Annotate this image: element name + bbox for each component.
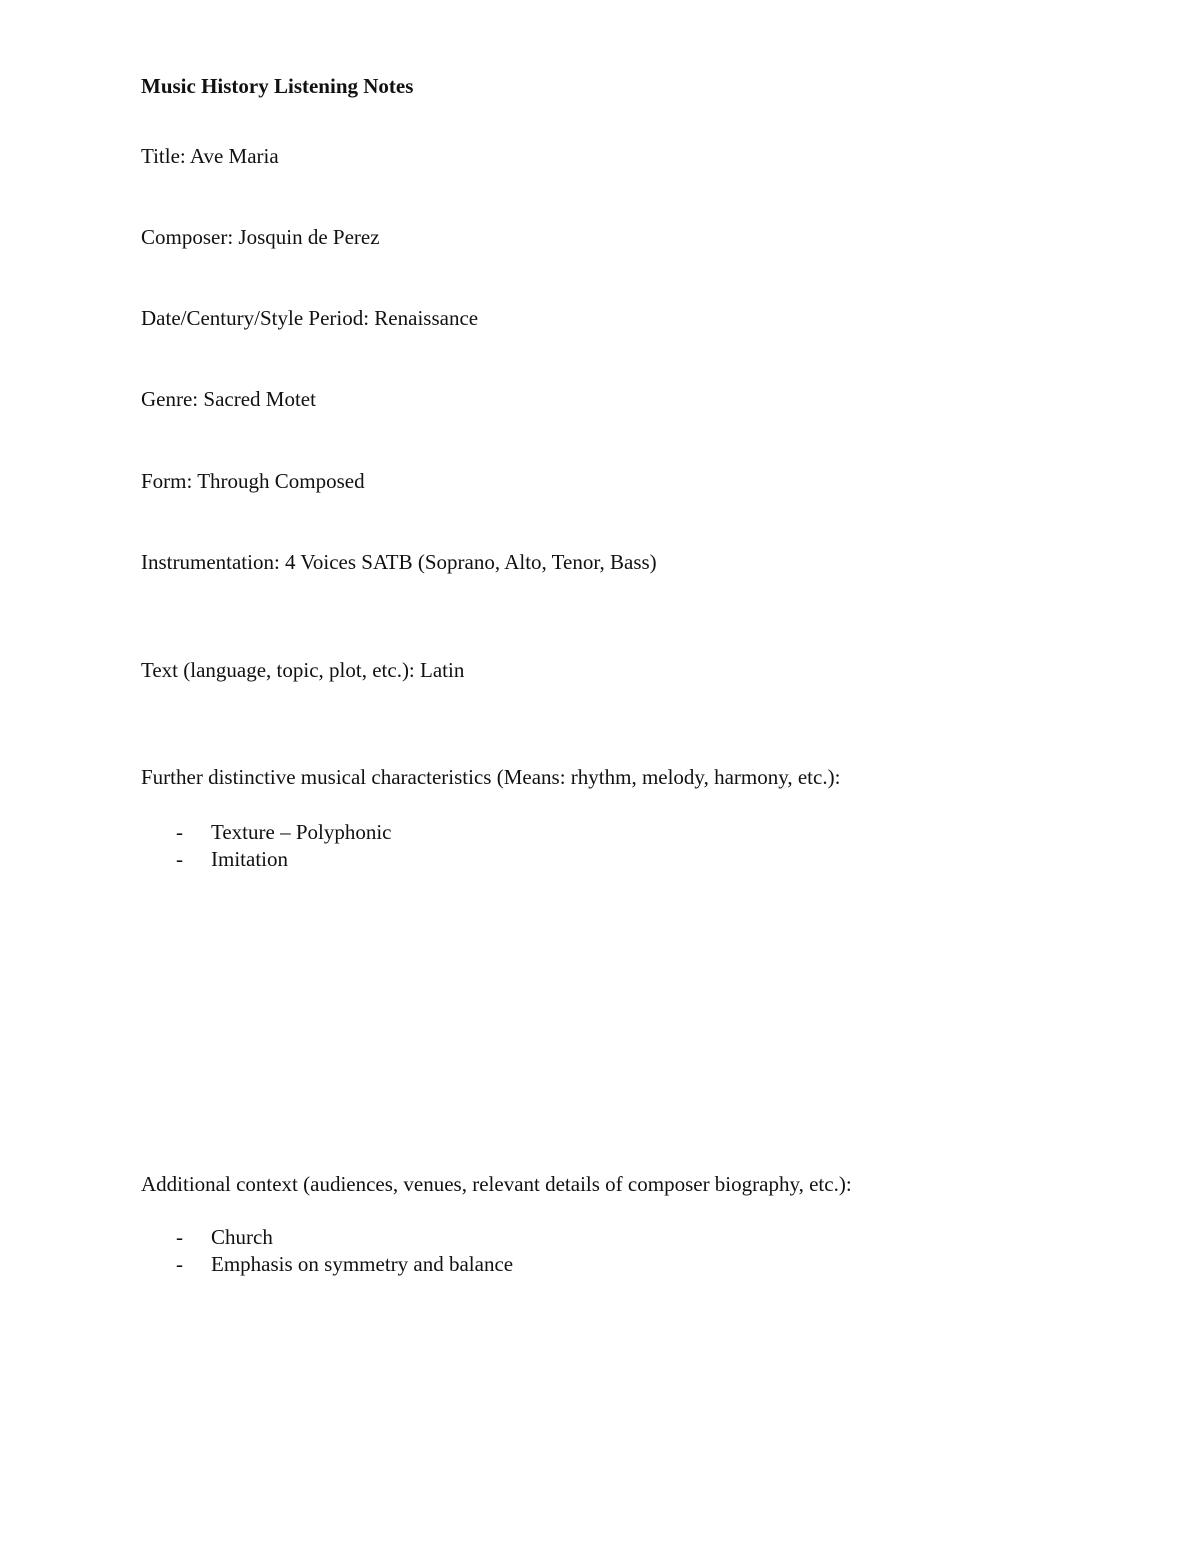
bullet-marker: -: [176, 1225, 183, 1249]
text-field: Text (language, topic, plot, etc.): Latin: [141, 658, 465, 682]
instrumentation-field: Instrumentation: 4 Voices SATB (Soprano, Alto, Tenor, Bass): [141, 550, 657, 574]
characteristics-heading: Further distinctive musical characteristics (Means: rhythm, melody, harmony, etc.):: [141, 765, 841, 789]
title-field: Title: Ave Maria: [141, 144, 279, 168]
bullet-marker: -: [176, 1252, 183, 1276]
genre-field: Genre: Sacred Motet: [141, 387, 316, 411]
form-field: Form: Through Composed: [141, 469, 365, 493]
composer-field: Composer: Josquin de Perez: [141, 225, 380, 249]
period-field: Date/Century/Style Period: Renaissance: [141, 306, 479, 330]
list-item: Texture – Polyphonic: [211, 820, 392, 844]
bullet-marker: -: [176, 820, 183, 844]
context-heading: Additional context (audiences, venues, relevant details of composer biography, etc.):: [141, 1172, 852, 1196]
document-heading: Music History Listening Notes: [141, 74, 414, 98]
list-item: Emphasis on symmetry and balance: [211, 1252, 514, 1276]
list-item: Church: [211, 1225, 273, 1249]
bullet-marker: -: [176, 847, 183, 871]
list-item: Imitation: [211, 847, 288, 871]
